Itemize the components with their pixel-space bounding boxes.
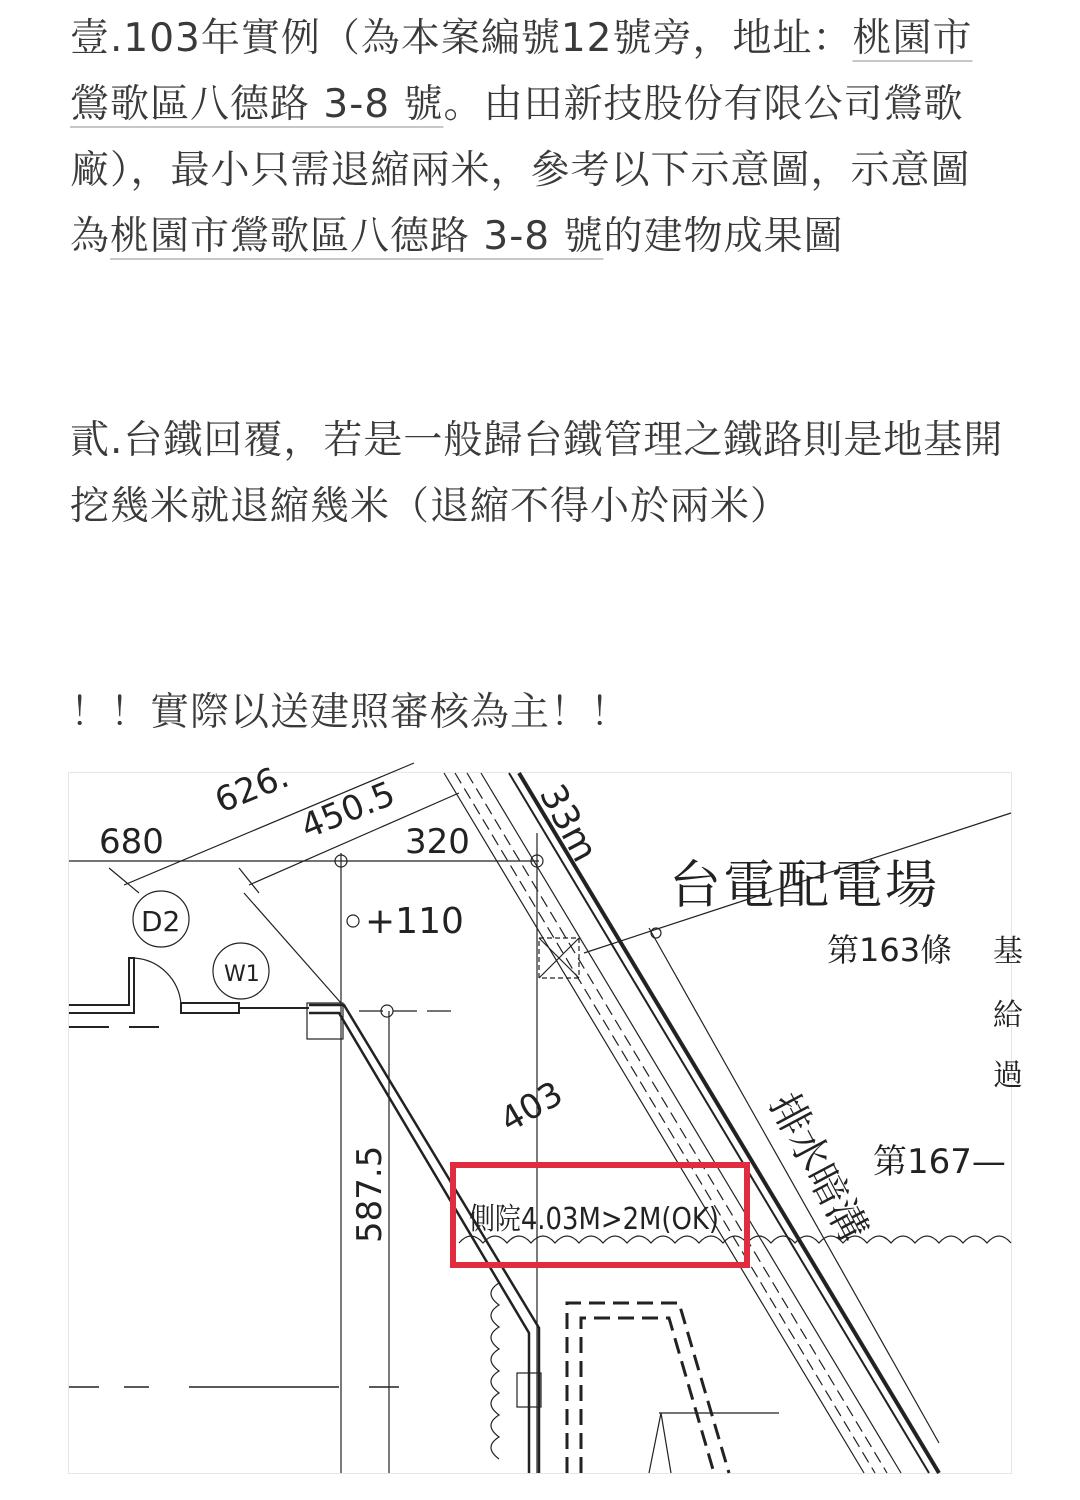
address-link-2[interactable]: 桃園市鶯歌區八德路 3-8 號 (110, 214, 604, 259)
building-drawing-figure (68, 755, 1023, 1474)
level-label: +110 (365, 901, 464, 942)
window-opening (181, 1003, 239, 1013)
building-outline-diagonal (309, 1005, 539, 1473)
level-marker (347, 915, 359, 927)
cad-drawing (69, 755, 1023, 1473)
building-outline-inner (309, 1013, 529, 1473)
hedge-column (491, 1283, 499, 1459)
article-163-cut-2: 給 (993, 998, 1023, 1033)
lower-structure-outer (567, 1303, 729, 1473)
case-suffix-text: 的建物成果圖 (603, 214, 844, 259)
article-167-label: 第167— (873, 1142, 1006, 1182)
case-intro-text: 壹.103年實例（為本案編號12號旁，地址： (70, 16, 853, 61)
substation-label: 台電配電場 (669, 856, 940, 916)
setback-highlight-text: 側院4.03M>2M(OK) (469, 1202, 719, 1237)
address-link-1[interactable]: 桃園市鶯歌區八德路 3-8 號 (70, 16, 973, 127)
drain-dimension-line (649, 928, 939, 1443)
dimension-626-label: 626. (209, 755, 295, 822)
case-middle-text: 。由田新技股份有限公司鶯歌廠），最小只需退縮兩米，參考以下示意圖，示意圖為 (70, 82, 971, 259)
dimension-450-label: 450.5 (295, 773, 401, 848)
dimension-403-label: 403 (493, 1073, 570, 1141)
drain-label: 排水暗溝 (760, 1086, 876, 1249)
door-tag-label: D2 (141, 905, 181, 938)
article-163-cut-3: 過 (993, 1058, 1023, 1093)
paragraph-note: ！！實際以送建照審核為主！！ (70, 690, 631, 735)
extension-line-2 (239, 868, 259, 893)
dimension-587-label: 587.5 (350, 1145, 390, 1243)
window-tag-label: W1 (224, 962, 260, 987)
dimension-680-label: 680 (99, 822, 164, 862)
column-box (307, 1003, 343, 1039)
building-wall-left (69, 958, 134, 1013)
door-swing-arc (134, 958, 181, 1005)
paragraph-railway-reply: 貳.台鐵回覆，若是一般歸台鐵管理之鐵路則是地基開挖幾米就退縮幾米（退縮不得小於兩米） (70, 418, 1004, 529)
lower-triangle (649, 1413, 671, 1473)
lower-structure-inner (581, 1318, 714, 1473)
paragraph-case-example (70, 6, 1010, 270)
dimension-320-label: 320 (405, 822, 470, 862)
article-163-label: 第163條 (827, 931, 953, 969)
article-163-cut-1: 基 (993, 934, 1023, 969)
dimension-33m-label: 33m (531, 777, 606, 869)
